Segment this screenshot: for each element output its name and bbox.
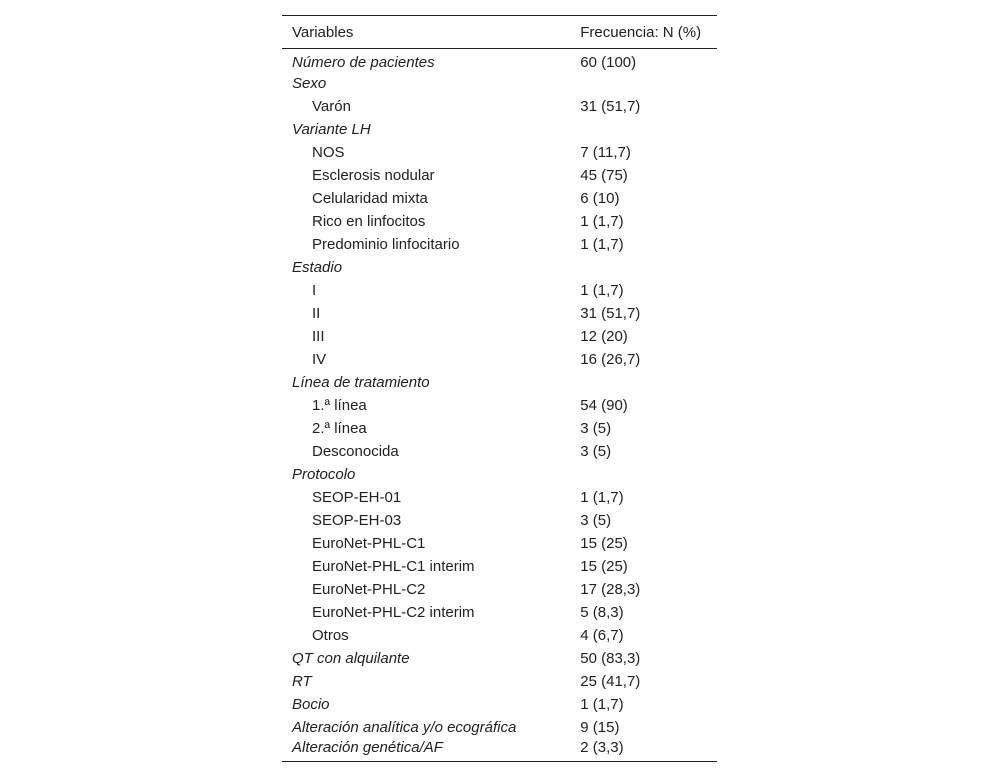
row-frequency-value: 60 (100) [580,53,637,71]
table-row [282,647,717,670]
header-row [282,16,717,49]
row-category-label: Alteración analítica y/o ecográfica [292,718,517,736]
table-body [282,49,717,762]
row-frequency-value: 4 (6,7) [580,626,624,644]
table-row [282,256,717,279]
table-row [282,440,717,463]
table-row [282,72,717,95]
table-header [282,16,717,49]
row-frequency-value: 1 (1,7) [580,281,624,299]
row-frequency-value: 3 (5) [580,419,612,437]
table-row [282,601,717,624]
row-frequency-value [569,72,717,95]
row-category-label: QT con alquilante [292,649,410,667]
row-frequency-value: 9 (15) [580,718,620,736]
row-frequency-value: 31 (51,7) [580,304,641,322]
table-row [282,371,717,394]
row-frequency-value [569,256,717,279]
table-row [282,210,717,233]
row-frequency-value: 25 (41,7) [580,672,641,690]
table-row [282,532,717,555]
row-category-label: Protocolo [292,465,356,483]
row-frequency-value: 5 (8,3) [580,603,624,621]
table-row [282,118,717,141]
table-row [282,509,717,532]
row-frequency-value: 31 (51,7) [580,97,641,115]
row-frequency-value: 3 (5) [580,442,612,460]
table-row [282,325,717,348]
header-variables: Variables [292,23,354,41]
row-subcategory-label: Rico en linfocitos [312,212,426,230]
table-row [282,555,717,578]
row-frequency-value: 15 (25) [580,534,628,552]
row-category-label: Bocio [292,695,330,713]
row-frequency-value: 1 (1,7) [580,488,624,506]
row-frequency-value [569,118,717,141]
row-category-label: Estadio [292,258,343,276]
row-subcategory-label: Otros [312,626,349,644]
row-category-label: RT [292,672,312,690]
table-row [282,164,717,187]
row-subcategory-label: I [312,281,317,299]
table-row [282,670,717,693]
table-row [282,141,717,164]
row-subcategory-label: Desconocida [312,442,399,460]
table-row [282,624,717,647]
row-frequency-value: 50 (83,3) [580,649,641,667]
row-frequency-value: 12 (20) [580,327,628,345]
row-subcategory-label: Esclerosis nodular [312,166,435,184]
row-category-label: Sexo [292,74,327,92]
row-frequency-value: 54 (90) [580,396,628,414]
row-subcategory-label: SEOP-EH-03 [312,511,402,529]
table-row [282,49,717,72]
row-frequency-value: 1 (1,7) [580,212,624,230]
header-frequency: Frecuencia: N (%) [580,23,702,41]
row-frequency-value: 7 (11,7) [580,143,631,161]
row-subcategory-label: 1.ª línea [312,396,367,414]
data-table-container [282,15,717,762]
table-row [282,463,717,486]
table-row [282,417,717,440]
row-subcategory-label: EuroNet-PHL-C1 interim [312,557,475,575]
table-row [282,233,717,256]
row-subcategory-label: SEOP-EH-01 [312,488,402,506]
row-category-label: Número de pacientes [292,53,435,71]
row-frequency-value: 16 (26,7) [580,350,641,368]
table-row [282,486,717,509]
row-category-label: Alteración genética/AF [292,739,443,757]
row-frequency-value: 2 (3,3) [580,739,624,757]
row-subcategory-label: III [312,327,325,345]
row-subcategory-label: Predominio linfocitario [312,235,460,253]
row-frequency-value: 45 (75) [580,166,628,184]
table-row [282,95,717,118]
row-subcategory-label: EuroNet-PHL-C1 [312,534,426,552]
row-frequency-value: 3 (5) [580,511,612,529]
table-row [282,739,717,762]
row-subcategory-label: EuroNet-PHL-C2 [312,580,426,598]
table-row [282,279,717,302]
row-category-label: Variante LH [292,120,371,138]
table-row [282,187,717,210]
table-row [282,394,717,417]
row-subcategory-label: II [312,304,321,322]
row-category-label: Línea de tratamiento [292,373,430,391]
row-frequency-value: 17 (28,3) [580,580,641,598]
row-subcategory-label: 2.ª línea [312,419,367,437]
row-subcategory-label: IV [312,350,327,368]
table-row [282,302,717,325]
row-frequency-value [569,371,717,394]
table-row [282,716,717,739]
table-row [282,348,717,371]
row-subcategory-label: Celularidad mixta [312,189,428,207]
table-row [282,693,717,716]
row-subcategory-label: Varón [312,97,351,115]
row-subcategory-label: NOS [312,143,345,161]
row-frequency-value: 15 (25) [580,557,628,575]
row-frequency-value: 1 (1,7) [580,235,624,253]
row-subcategory-label: EuroNet-PHL-C2 interim [312,603,475,621]
row-frequency-value: 6 (10) [580,189,620,207]
row-frequency-value [569,463,717,486]
data-table [282,15,717,762]
table-row [282,578,717,601]
row-frequency-value: 1 (1,7) [580,695,624,713]
